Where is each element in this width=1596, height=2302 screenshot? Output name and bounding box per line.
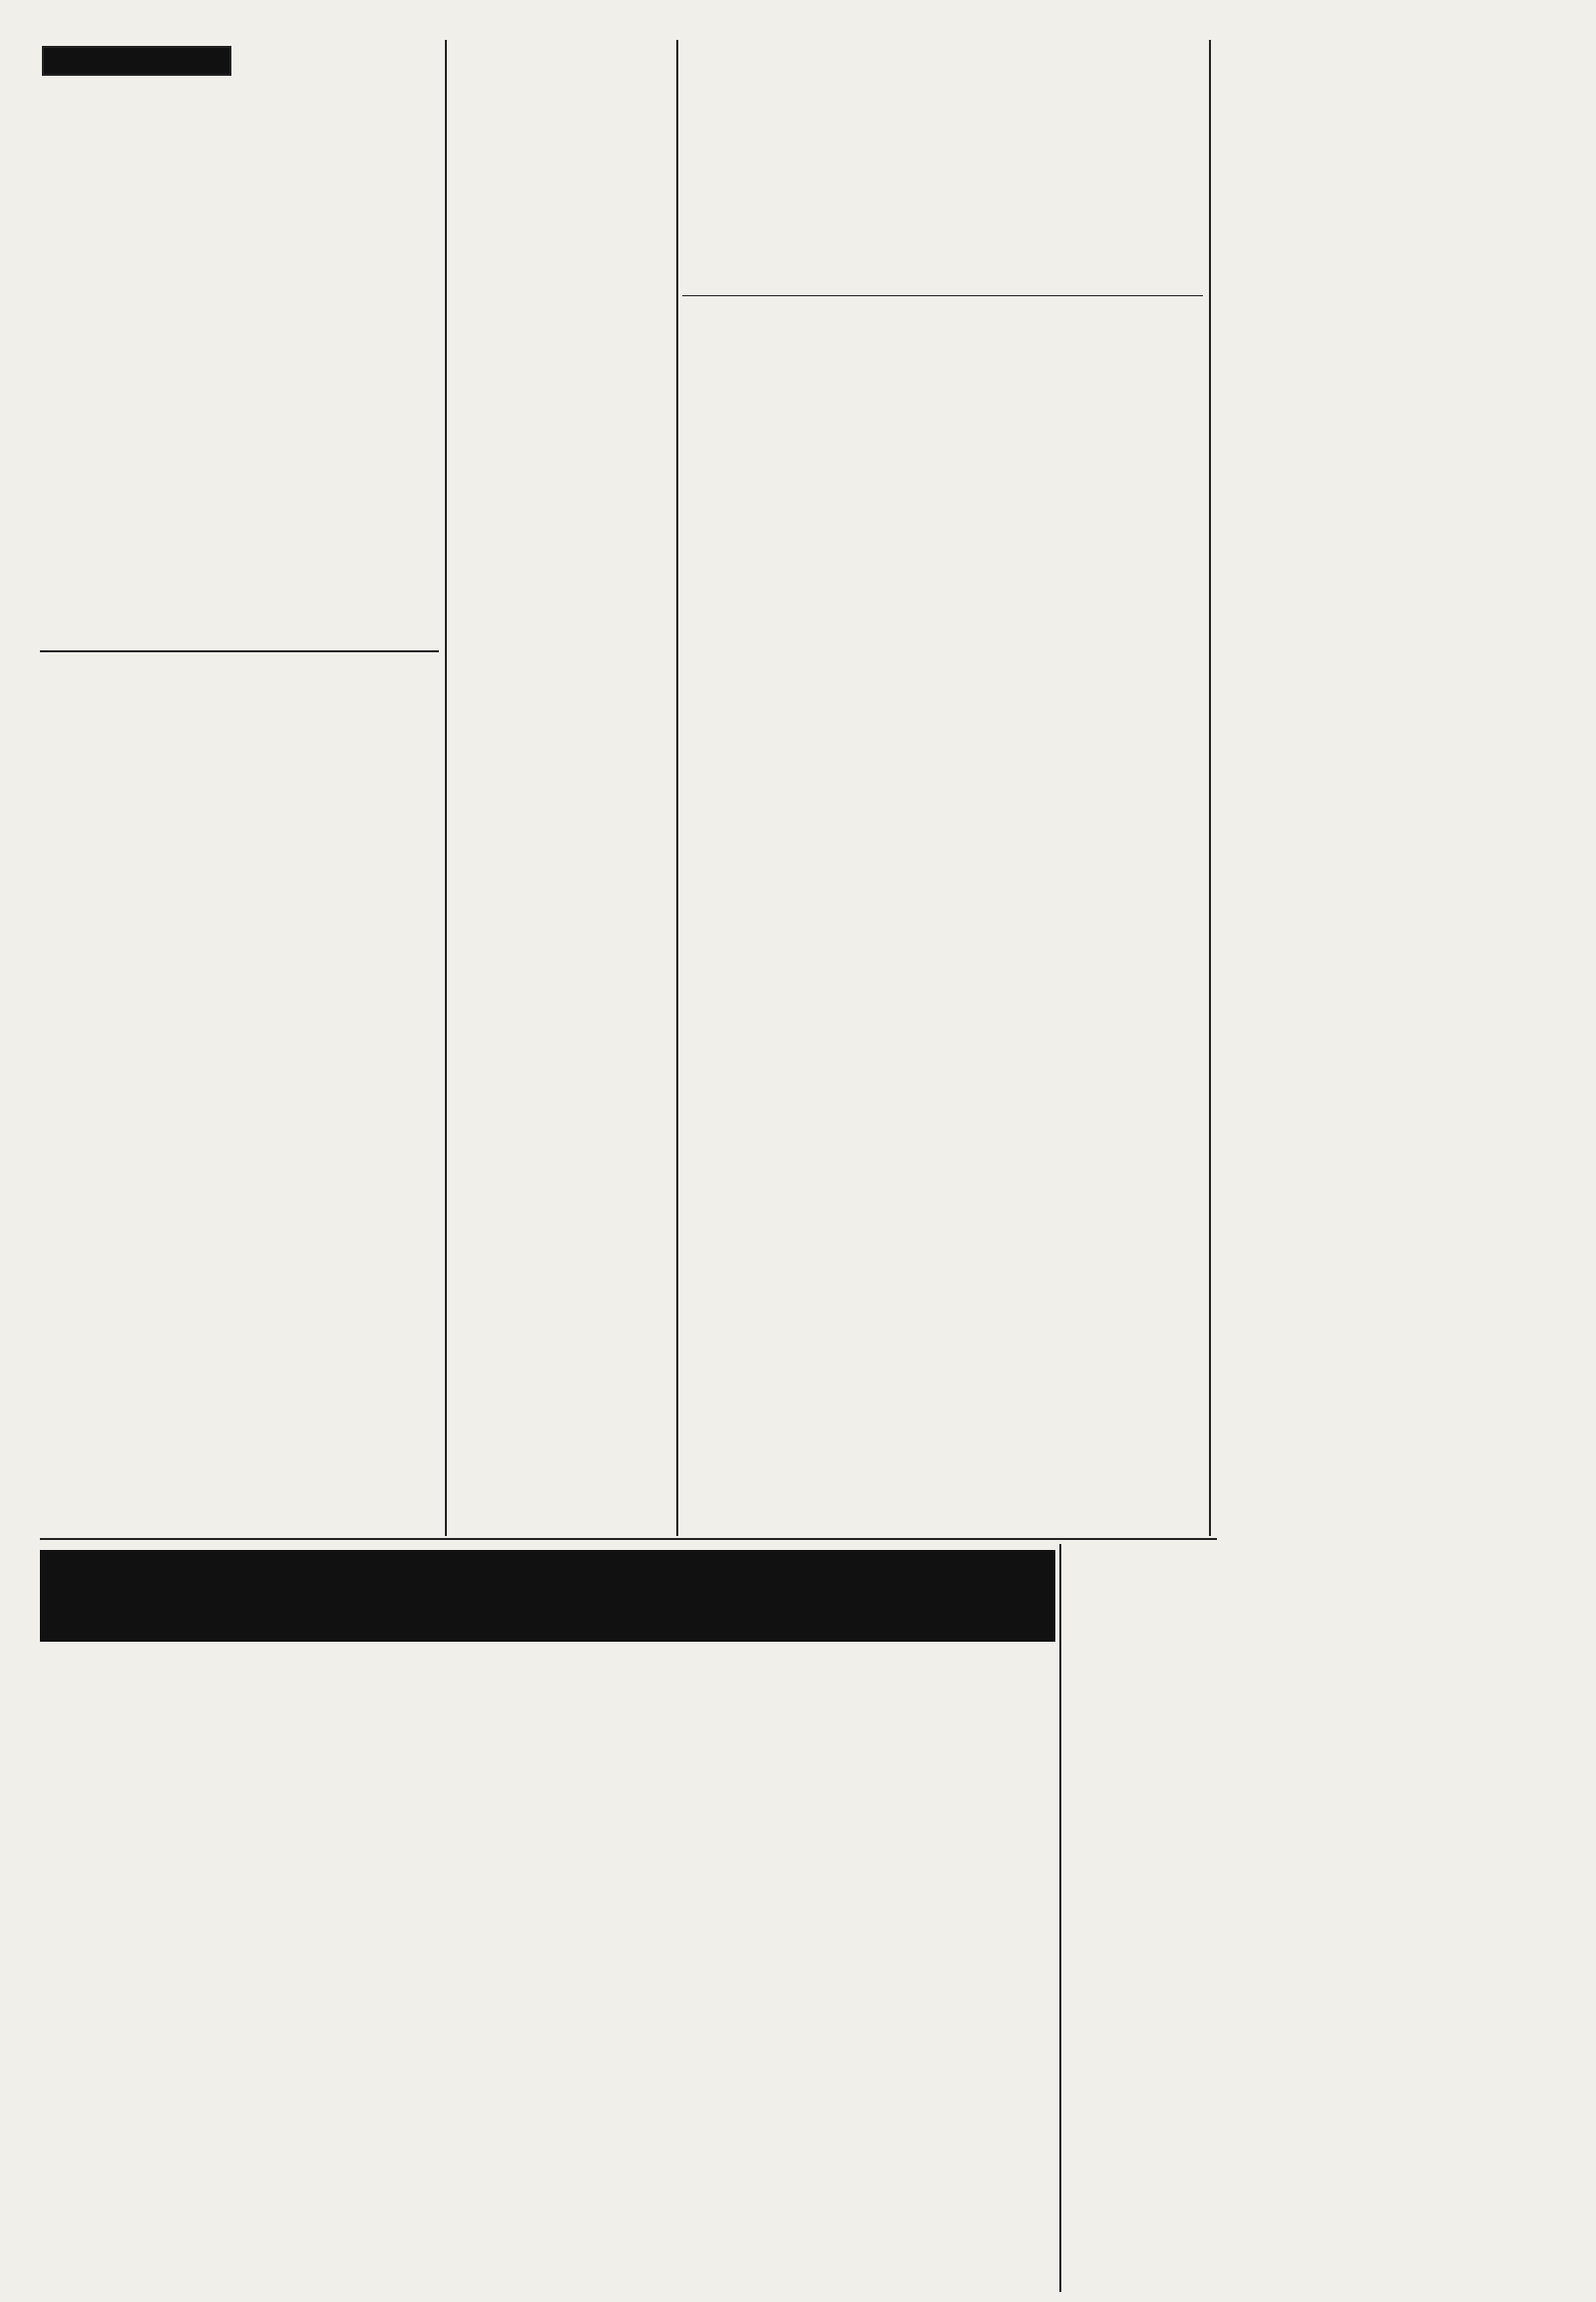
article-russians-peru-continued [247, 1237, 439, 1536]
article-hippokrateion [451, 1272, 670, 1536]
article-chicago-dogs [451, 40, 670, 299]
article-pournaras [40, 1237, 234, 1536]
page-number-label [42, 46, 231, 76]
article-export-permits [451, 299, 670, 449]
article-nixon-praetorians [682, 40, 1203, 1536]
headline [40, 1550, 1055, 1642]
article-life-on-mars [451, 948, 670, 1267]
article-infant-transport [451, 454, 670, 688]
article-timber-transport [451, 693, 670, 943]
article-russians-peru [40, 656, 439, 1235]
article-hitler-women [40, 1544, 1055, 2292]
article-oil-companies [1215, 40, 1556, 1137]
article-car-safety [40, 80, 439, 648]
